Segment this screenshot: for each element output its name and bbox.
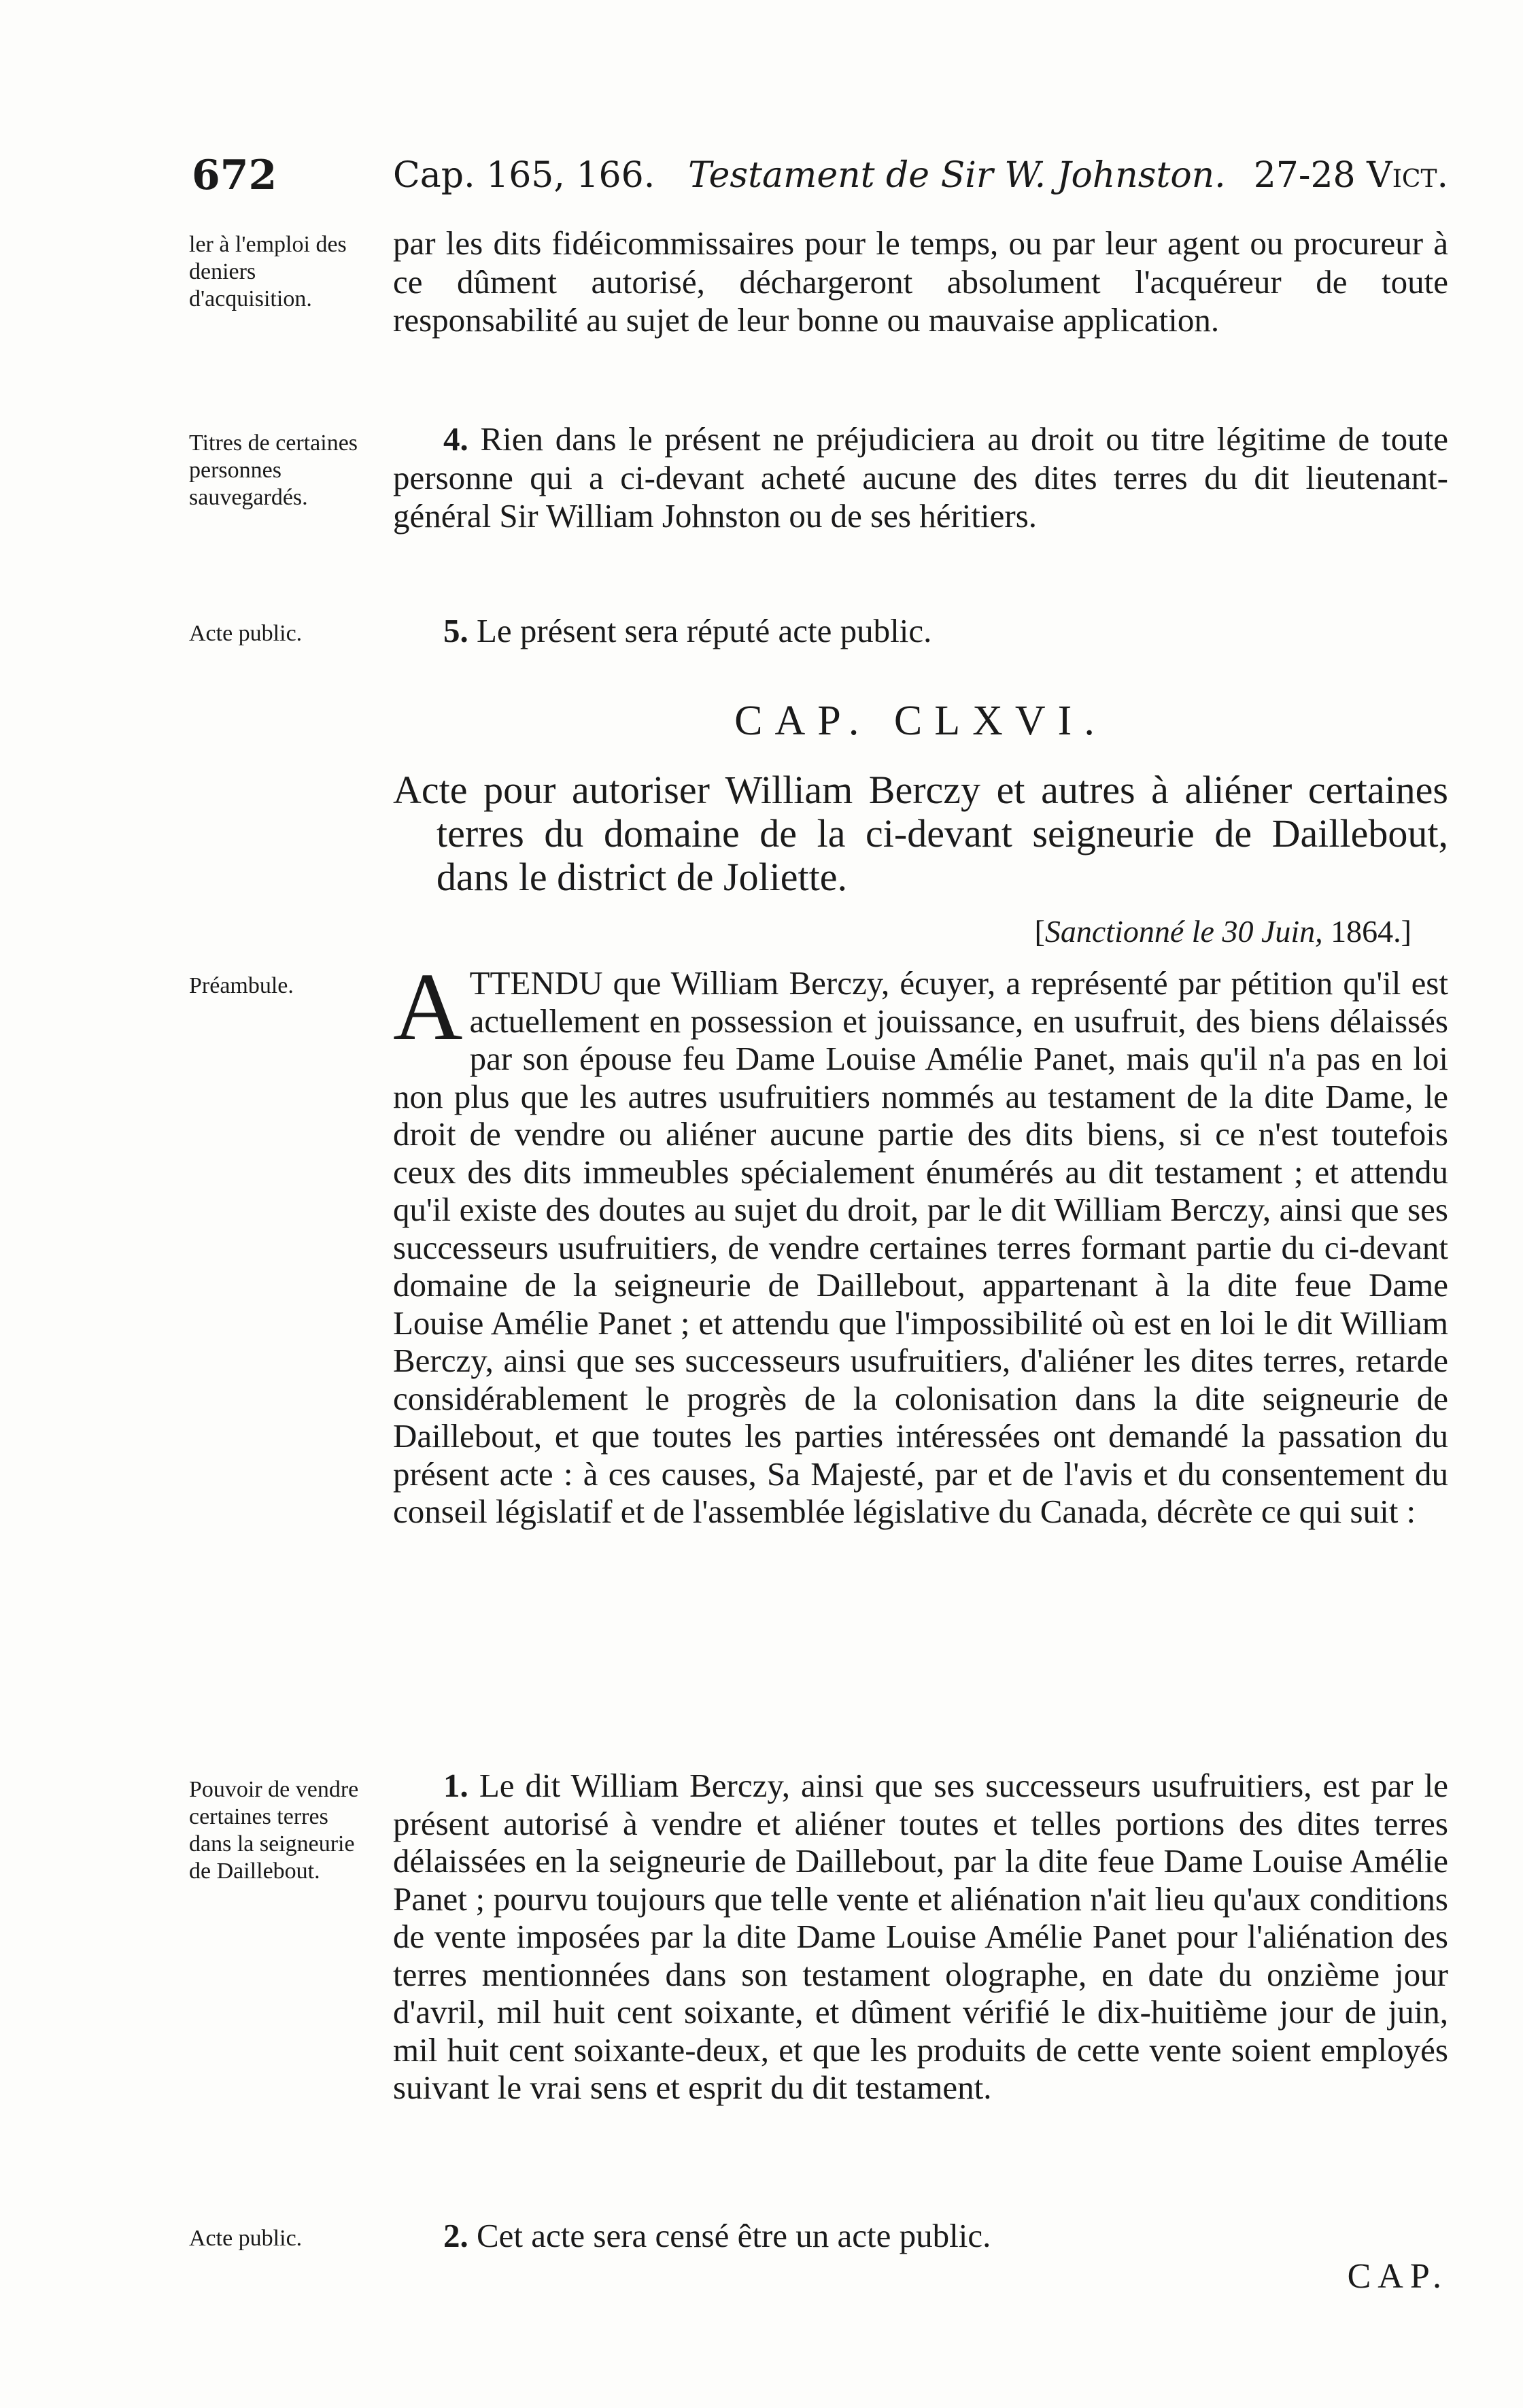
section-4-text: Rien dans le présent ne préjudiciera au droit ou titre légitime de toute personne qui a ci-devant acheté aucune des dites terres du dit lieutenant-général Sir William Johnston ou de ses héritiers. <box>393 420 1448 535</box>
section-5-number: 5. <box>443 612 468 649</box>
sanction-open-bracket: [ <box>1034 914 1045 949</box>
sanction-text: Sanctionné le 30 Juin, <box>1044 914 1323 949</box>
page-number: 672 <box>192 152 277 199</box>
sidenote-titres: Titres de certaines personnes sauvegardés. <box>189 430 358 510</box>
section-4 <box>393 420 1448 536</box>
section-continuation: par les dits fidéicommissaires pour le temps, ou par leur agent ou procureur à ce dûment autorisé, déchargeront absolument l'acquéreur de toute responsabilité au sujet de leur bonne ou mauvaise application. <box>393 224 1448 339</box>
running-title: Testament de Sir W. Johnston. <box>688 155 1226 196</box>
drop-cap: A <box>393 953 463 1060</box>
section-2-text: Cet acte sera censé être un acte public. <box>477 2217 991 2254</box>
sanction-year: 1864.] <box>1331 914 1411 949</box>
sidenote-preambule: Préambule. <box>189 973 294 998</box>
sidenote-acte-public-2: Acte public. <box>189 2226 303 2251</box>
section-4-number: 4. <box>443 420 468 458</box>
section-1 <box>393 1767 1448 2107</box>
preamble-text: TTENDU que William Berczy, écuyer, a représenté par pétition qu'il est actuellement en possession et jouissance, en usufruit, des biens délaissés par son épouse feu Dame Louise Amélie Panet, mais qu'il n'a pas en loi non plus que les autres usufruitiers nommés au testament de la dite Dame, le droit de vendre ou aliéner aucune partie des dits biens, si ce n'est toutefois ceux des dits immeubles spécialement énumérés au dit testament ; et attendu qu'il existe des doutes au sujet du droit, par le dit William Berczy, ainsi que ses successeurs usufruitiers, de vendre certaines terres formant partie du ci-devant domaine de la seigneurie de Daillebout, appartenant à la dite feue Dame Louise Amélie Panet ; et attendu que l'impossibilité où est en loi le dit William Berczy, ainsi que ses successeurs usufruitiers, d'aliéner les dites terres, retarde considérablement le progrès de la colonisation dans la dite seigneurie de Daillebout, et que toutes les parties intéressées ont demandé la passation du présent acte : à ces causes, Sa Majesté, par et de l'avis et du consentement du conseil législatif et de l'assemblée législative du Canada, décrète ce qui suit : <box>393 964 1448 1530</box>
catchword: CAP. <box>1347 2257 1448 2296</box>
act-title <box>393 768 1448 899</box>
section-5-text: Le présent sera réputé acte public. <box>477 612 932 649</box>
sidenote-pouvoir: Pouvoir de vendre certaines terres dans la seigneurie de Daillebout. <box>189 1777 359 1884</box>
sidenote-emploi: ler à l'emploi des deniers d'acquisition. <box>189 232 347 311</box>
running-header <box>192 148 1448 203</box>
chapter-heading: CAP. CLXVI. <box>734 698 1107 744</box>
act-title-text: Acte pour autoriser William Berczy et autres à aliéner certaines terres du domaine de la ci-devant seigneurie de Daillebout, dans le district de Joliette. <box>393 768 1448 899</box>
section-1-number: 1. <box>443 1767 468 1804</box>
regnal-year: 27-28 Vict. <box>1253 155 1448 196</box>
sidenote-acte-public: Acte public. <box>189 621 303 646</box>
section-1-text: Le dit William Berczy, ainsi que ses successeurs usufruitiers, est par le présent autorisé à vendre et aliéner toutes et telles portions des dites terres délaissées en la seigneurie de Daillebout, par la dite feue Dame Louise Amélie Panet ; pourvu toujours que telle vente et aliénation n'ait lieu qu'aux conditions de vente imposées par la dite Dame Louise Amélie Panet pour l'aliénation des terres mentionnées dans son testament olographe, en date du onzième jour d'avril, mil huit cent soixante, et dûment vérifié le dix-huitième jour de juin, mil huit cent soixante-deux, et que les produits de cette vente soient employés suivant le vrai sens et esprit du dit testament. <box>393 1767 1448 2106</box>
preamble <box>393 953 1448 1531</box>
section-2 <box>393 2217 1448 2256</box>
section-2-number: 2. <box>443 2217 468 2254</box>
chapter-numbers: Cap. 165, 166. <box>393 155 655 196</box>
section-5 <box>393 612 1448 651</box>
sanction-date <box>393 911 1411 952</box>
